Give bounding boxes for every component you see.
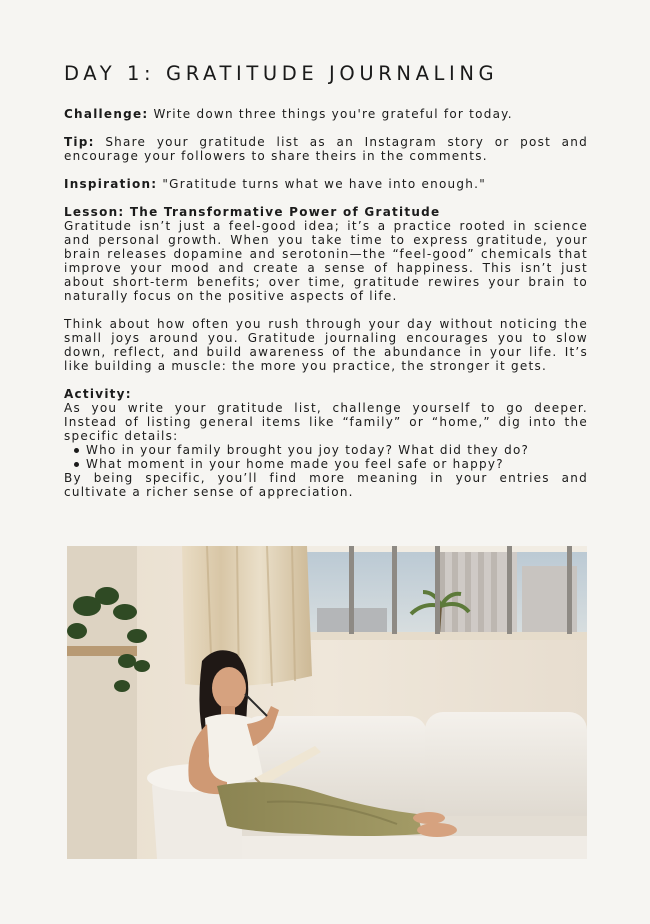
page-title: DAY 1: GRATITUDE JOURNALING [64,62,499,85]
lesson-text-1: Gratitude isn’t just a feel-good idea; it’s a practice rooted in science and personal growth. When you take time to express gratitude, your brain releases dopamine and serotonin—the “feel-good” chemicals that improve your mood and create a sense of happiness. This isn’t just about short-term benefits; over time, gratitude rewires your brain to naturally focus on the positive aspects of life. [64,219,588,303]
activity-intro-paragraph [64,387,588,443]
challenge-text: Write down three things you're grateful for today. [153,107,513,121]
activity-closing: By being specific, you’ll find more meaning in your entries and cultivate a richer sense of appreciation. [64,471,588,499]
photo-illustration [67,546,587,859]
lesson-title: Lesson: The Transformative Power of Gratitude [64,205,441,219]
tip-text: Share your gratitude list as an Instagram story or post and encourage your followers to share theirs in the comments. [64,135,588,163]
tip-label: Tip: [64,135,95,149]
body-text [64,107,588,513]
challenge-label: Challenge: [64,107,149,121]
journaling-woman-photo [67,546,587,859]
list-item: Who in your family brought you joy today? What did they do? [74,443,588,457]
activity-prompts-list [64,443,588,471]
lesson-paragraph-1 [64,205,588,303]
lesson-paragraph-2: Think about how often you rush through your day without noticing the small joys around you. Gratitude journaling encourages you to slow down, reflect, and build awareness of the abundance in your life. It’s like building a muscle: the more you practice, the stronger it gets. [64,317,588,373]
inspiration-text: "Gratitude turns what we have into enough." [162,177,486,191]
inspiration-paragraph [64,177,588,191]
tip-paragraph [64,135,588,163]
activity-intro: As you write your gratitude list, challenge yourself to go deeper. Instead of listing general items like “family” or “home,” dig into the specific details: [64,401,588,443]
activity-title: Activity: [64,387,132,401]
challenge-paragraph [64,107,588,121]
list-item: What moment in your home made you feel safe or happy? [74,457,588,471]
inspiration-label: Inspiration: [64,177,158,191]
